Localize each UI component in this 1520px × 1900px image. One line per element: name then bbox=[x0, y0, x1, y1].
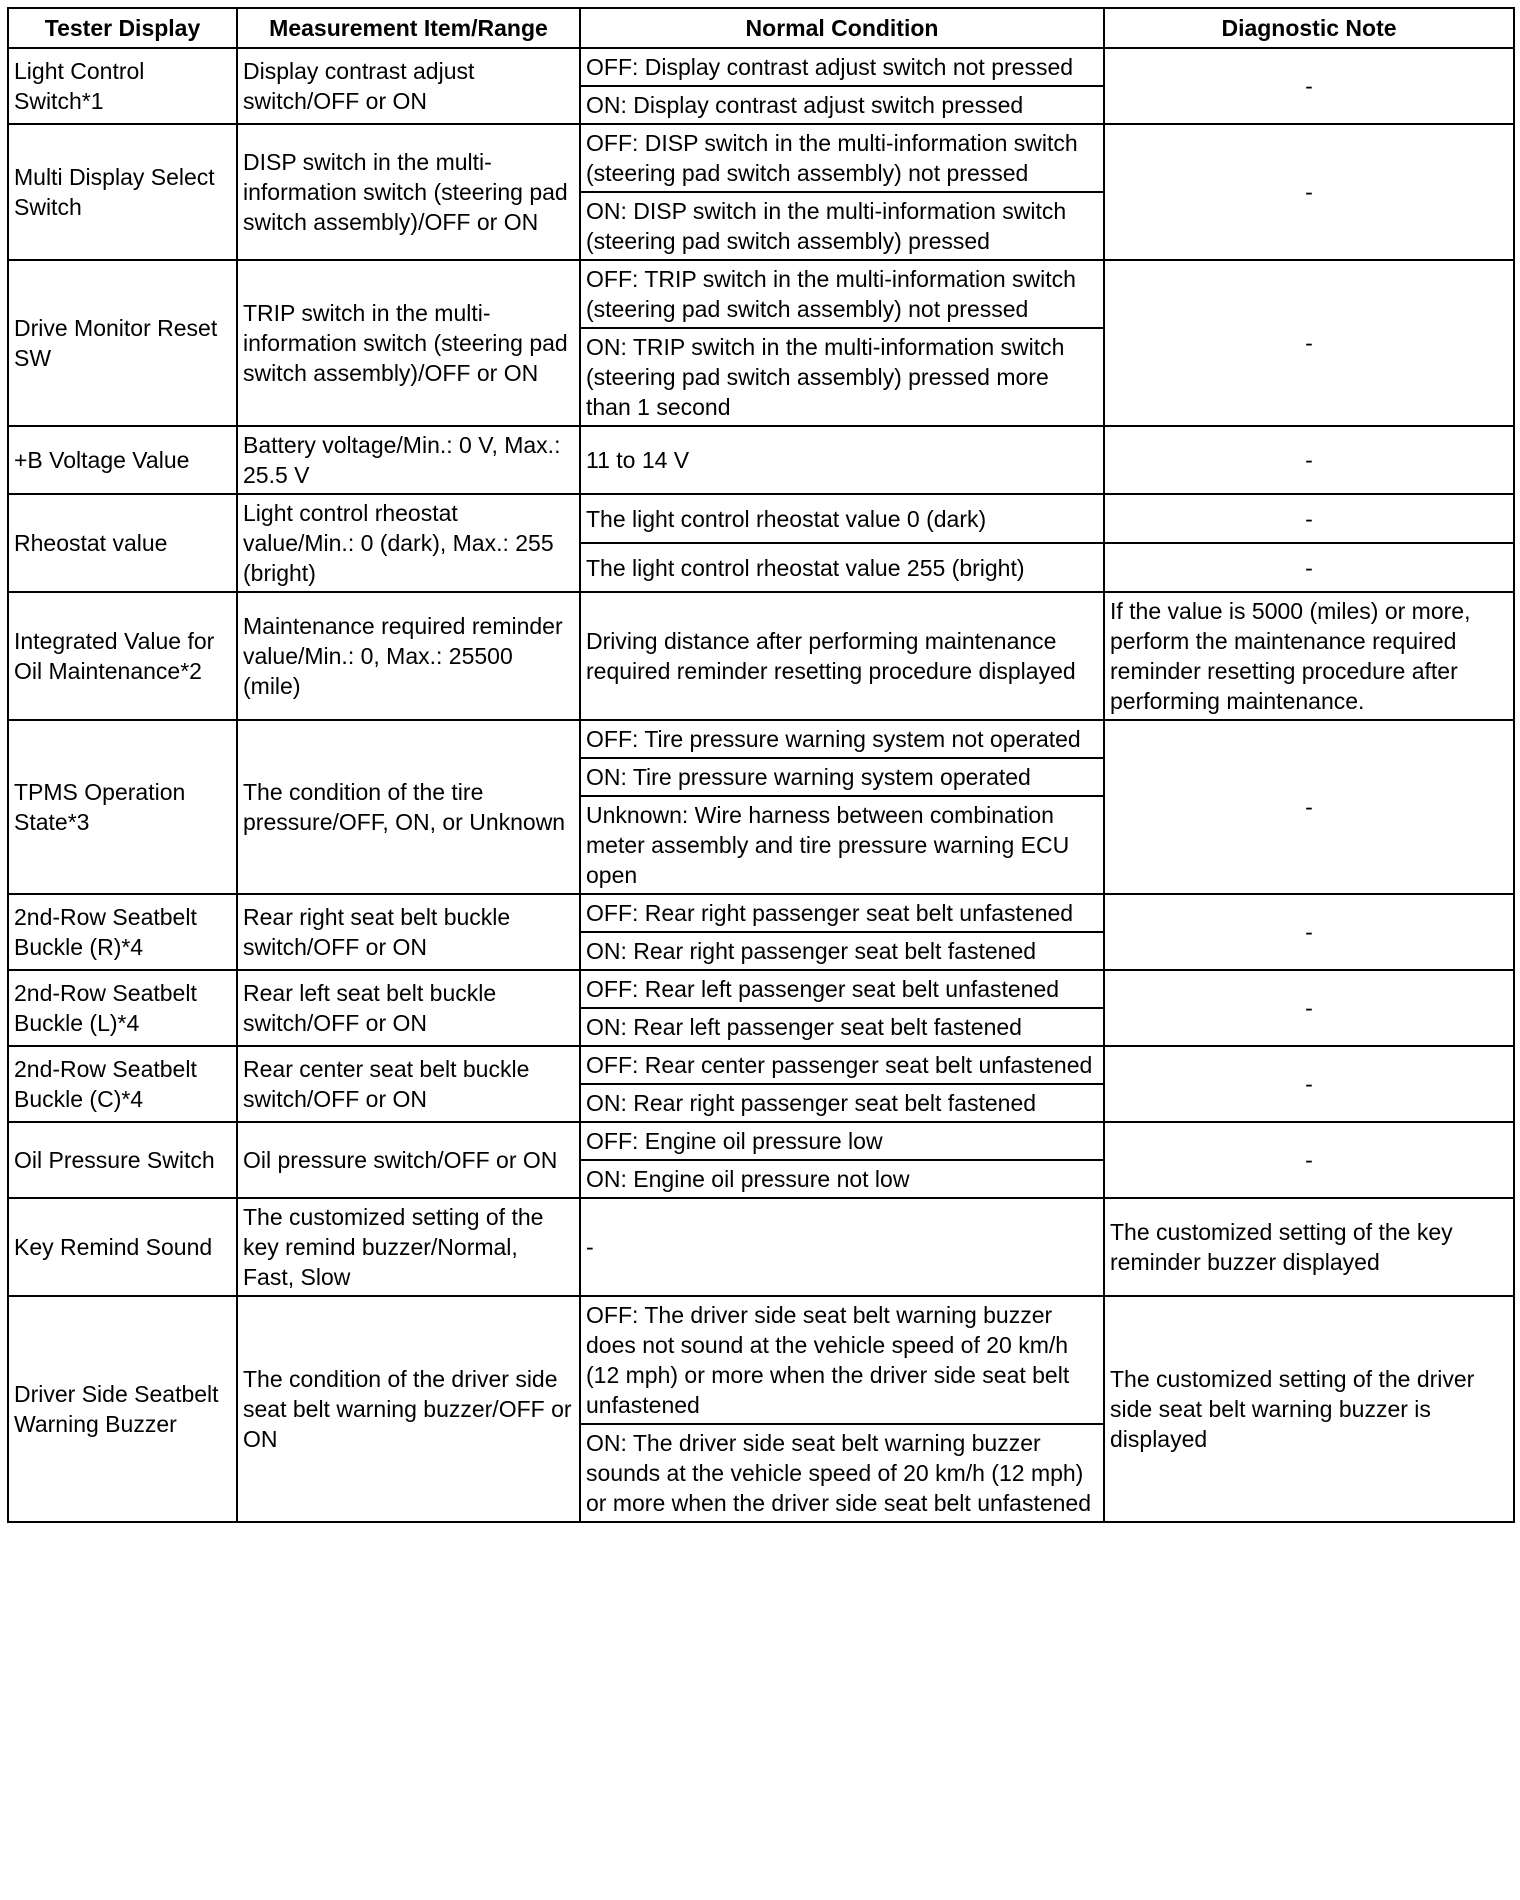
header-tester-display: Tester Display bbox=[8, 8, 237, 48]
measurement-range-cell: Maintenance required reminder value/Min.: 0, Max.: 25500 (mile) bbox=[237, 592, 580, 720]
normal-condition-cell: - bbox=[580, 1198, 1104, 1296]
normal-condition-cell: ON: Tire pressure warning system operated bbox=[580, 758, 1104, 796]
normal-condition-cell: OFF: Tire pressure warning system not operated bbox=[580, 720, 1104, 758]
normal-condition-cell: 11 to 14 V bbox=[580, 426, 1104, 494]
normal-condition-cell: OFF: DISP switch in the multi-information switch (steering pad switch assembly) not pressed bbox=[580, 124, 1104, 192]
diagnostic-note-cell: - bbox=[1104, 543, 1514, 592]
table-row bbox=[8, 426, 1514, 494]
table-row bbox=[8, 1122, 1514, 1160]
diagnostic-data-table bbox=[7, 7, 1515, 1523]
diagnostic-note-cell: - bbox=[1104, 970, 1514, 1046]
tester-display-cell: TPMS Operation State*3 bbox=[8, 720, 237, 894]
normal-condition-cell: OFF: Rear left passenger seat belt unfastened bbox=[580, 970, 1104, 1008]
measurement-range-cell: The condition of the driver side seat belt warning buzzer/OFF or ON bbox=[237, 1296, 580, 1522]
normal-condition-cell: ON: The driver side seat belt warning buzzer sounds at the vehicle speed of 20 km/h (12 mph) or more when the driver side seat belt unfastened bbox=[580, 1424, 1104, 1522]
table-row bbox=[8, 1296, 1514, 1424]
normal-condition-cell: OFF: Rear center passenger seat belt unfastened bbox=[580, 1046, 1104, 1084]
measurement-range-cell: Rear right seat belt buckle switch/OFF or ON bbox=[237, 894, 580, 970]
tester-display-cell: Rheostat value bbox=[8, 494, 237, 592]
table-row bbox=[8, 260, 1514, 328]
normal-condition-cell: ON: TRIP switch in the multi-information switch (steering pad switch assembly) pressed more than 1 second bbox=[580, 328, 1104, 426]
normal-condition-cell: ON: Display contrast adjust switch pressed bbox=[580, 86, 1104, 124]
table-row bbox=[8, 894, 1514, 932]
normal-condition-cell: ON: Rear right passenger seat belt fastened bbox=[580, 1084, 1104, 1122]
normal-condition-cell: The light control rheostat value 255 (bright) bbox=[580, 543, 1104, 592]
tester-display-cell: Multi Display Select Switch bbox=[8, 124, 237, 260]
table-header-row bbox=[8, 8, 1514, 48]
measurement-range-cell: Light control rheostat value/Min.: 0 (dark), Max.: 255 (bright) bbox=[237, 494, 580, 592]
tester-display-cell: Integrated Value for Oil Maintenance*2 bbox=[8, 592, 237, 720]
normal-condition-cell: Driving distance after performing maintenance required reminder resetting procedure displayed bbox=[580, 592, 1104, 720]
header-normal-condition: Normal Condition bbox=[580, 8, 1104, 48]
table-row bbox=[8, 124, 1514, 192]
table-row bbox=[8, 592, 1514, 720]
normal-condition-cell: ON: DISP switch in the multi-information switch (steering pad switch assembly) pressed bbox=[580, 192, 1104, 260]
measurement-range-cell: The customized setting of the key remind buzzer/Normal, Fast, Slow bbox=[237, 1198, 580, 1296]
measurement-range-cell: Rear center seat belt buckle switch/OFF or ON bbox=[237, 1046, 580, 1122]
table-row bbox=[8, 1046, 1514, 1084]
normal-condition-cell: ON: Engine oil pressure not low bbox=[580, 1160, 1104, 1198]
tester-display-cell: +B Voltage Value bbox=[8, 426, 237, 494]
header-measurement-item: Measurement Item/Range bbox=[237, 8, 580, 48]
normal-condition-cell: OFF: The driver side seat belt warning buzzer does not sound at the vehicle speed of 20 km/h (12 mph) or more when the driver side seat belt unfastened bbox=[580, 1296, 1104, 1424]
diagnostic-note-cell: - bbox=[1104, 48, 1514, 124]
tester-display-cell: Oil Pressure Switch bbox=[8, 1122, 237, 1198]
measurement-range-cell: Rear left seat belt buckle switch/OFF or ON bbox=[237, 970, 580, 1046]
measurement-range-cell: DISP switch in the multi-information switch (steering pad switch assembly)/OFF or ON bbox=[237, 124, 580, 260]
diagnostic-note-cell: - bbox=[1104, 260, 1514, 426]
table-row bbox=[8, 1198, 1514, 1296]
tester-display-cell: Driver Side Seatbelt Warning Buzzer bbox=[8, 1296, 237, 1522]
diagnostic-note-cell: - bbox=[1104, 1046, 1514, 1122]
measurement-range-cell: Battery voltage/Min.: 0 V, Max.: 25.5 V bbox=[237, 426, 580, 494]
table-row bbox=[8, 494, 1514, 543]
table-row bbox=[8, 720, 1514, 758]
diagnostic-note-cell: If the value is 5000 (miles) or more, perform the maintenance required reminder resetting procedure after performing maintenance. bbox=[1104, 592, 1514, 720]
normal-condition-cell: ON: Rear right passenger seat belt fastened bbox=[580, 932, 1104, 970]
normal-condition-cell: OFF: Engine oil pressure low bbox=[580, 1122, 1104, 1160]
measurement-range-cell: TRIP switch in the multi-information switch (steering pad switch assembly)/OFF or ON bbox=[237, 260, 580, 426]
diagnostic-note-cell: The customized setting of the key reminder buzzer displayed bbox=[1104, 1198, 1514, 1296]
diagnostic-note-cell: - bbox=[1104, 494, 1514, 543]
measurement-range-cell: Oil pressure switch/OFF or ON bbox=[237, 1122, 580, 1198]
tester-display-cell: Key Remind Sound bbox=[8, 1198, 237, 1296]
normal-condition-cell: ON: Rear left passenger seat belt fastened bbox=[580, 1008, 1104, 1046]
normal-condition-cell: Unknown: Wire harness between combination meter assembly and tire pressure warning ECU open bbox=[580, 796, 1104, 894]
diagnostic-note-cell: - bbox=[1104, 124, 1514, 260]
diagnostic-note-cell: - bbox=[1104, 1122, 1514, 1198]
tester-display-cell: 2nd-Row Seatbelt Buckle (L)*4 bbox=[8, 970, 237, 1046]
normal-condition-cell: OFF: Display contrast adjust switch not pressed bbox=[580, 48, 1104, 86]
tester-display-cell: Light Control Switch*1 bbox=[8, 48, 237, 124]
tester-display-cell: 2nd-Row Seatbelt Buckle (C)*4 bbox=[8, 1046, 237, 1122]
normal-condition-cell: The light control rheostat value 0 (dark) bbox=[580, 494, 1104, 543]
normal-condition-cell: OFF: TRIP switch in the multi-information switch (steering pad switch assembly) not pressed bbox=[580, 260, 1104, 328]
measurement-range-cell: Display contrast adjust switch/OFF or ON bbox=[237, 48, 580, 124]
table-row bbox=[8, 970, 1514, 1008]
diagnostic-note-cell: The customized setting of the driver side seat belt warning buzzer is displayed bbox=[1104, 1296, 1514, 1522]
table-row bbox=[8, 48, 1514, 86]
diagnostic-note-cell: - bbox=[1104, 426, 1514, 494]
measurement-range-cell: The condition of the tire pressure/OFF, ON, or Unknown bbox=[237, 720, 580, 894]
diagnostic-note-cell: - bbox=[1104, 720, 1514, 894]
diagnostic-note-cell: - bbox=[1104, 894, 1514, 970]
tester-display-cell: 2nd-Row Seatbelt Buckle (R)*4 bbox=[8, 894, 237, 970]
header-diagnostic-note: Diagnostic Note bbox=[1104, 8, 1514, 48]
tester-display-cell: Drive Monitor Reset SW bbox=[8, 260, 237, 426]
normal-condition-cell: OFF: Rear right passenger seat belt unfastened bbox=[580, 894, 1104, 932]
